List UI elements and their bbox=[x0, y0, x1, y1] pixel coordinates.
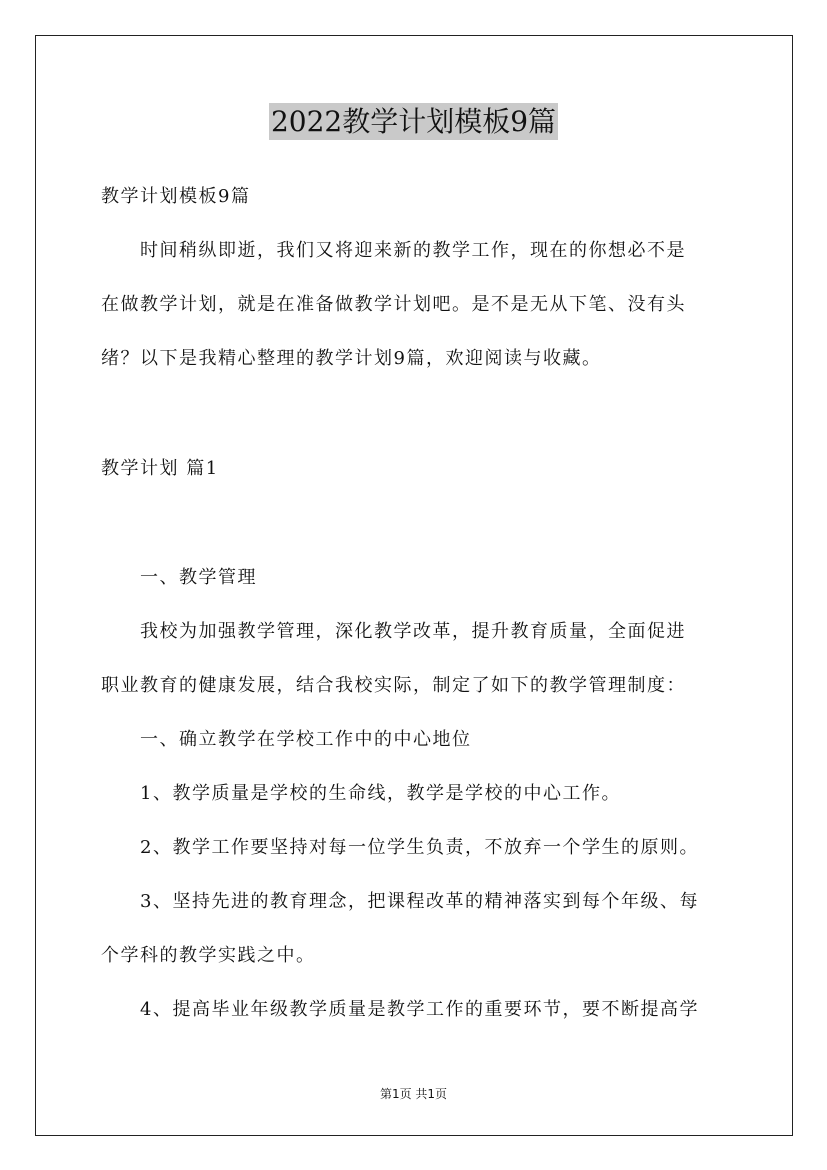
document-title: 2022教学计划模板9篇 bbox=[270, 105, 557, 138]
intro-line-2: 在做教学计划，就是在准备做教学计划吧。是不是无从下笔、没有头 bbox=[101, 294, 686, 315]
intro-line-1: 时间稍纵即逝，我们又将迎来新的教学工作，现在的你想必不是 bbox=[140, 240, 686, 261]
body-line-8: 个学科的教学实践之中。 bbox=[101, 945, 316, 966]
page-footer: 第1页 共1页 bbox=[379, 1087, 448, 1101]
intro-line-3: 绪？以下是我精心整理的教学计划9篇，欢迎阅读与收藏。 bbox=[101, 348, 602, 369]
body-line-2: 我校为加强教学管理，深化教学改革，提升教育质量，全面促进 bbox=[140, 621, 686, 642]
subtitle: 教学计划模板9篇 bbox=[101, 186, 251, 207]
body-line-9: 4、提高毕业年级教学质量是教学工作的重要环节，要不断提高学 bbox=[140, 999, 699, 1020]
body-line-5: 1、教学质量是学校的生命线，教学是学校的中心工作。 bbox=[140, 783, 621, 804]
body-line-1: 一、教学管理 bbox=[140, 567, 257, 588]
body-line-3: 职业教育的健康发展，结合我校实际，制定了如下的教学管理制度： bbox=[101, 675, 686, 696]
section-heading: 教学计划 篇1 bbox=[101, 458, 219, 479]
body-line-7: 3、坚持先进的教育理念，把课程改革的精神落实到每个年级、每 bbox=[140, 891, 699, 912]
body-line-4: 一、确立教学在学校工作中的中心地位 bbox=[140, 729, 472, 750]
body-line-6: 2、教学工作要坚持对每一位学生负责，不放弃一个学生的原则。 bbox=[140, 837, 699, 858]
